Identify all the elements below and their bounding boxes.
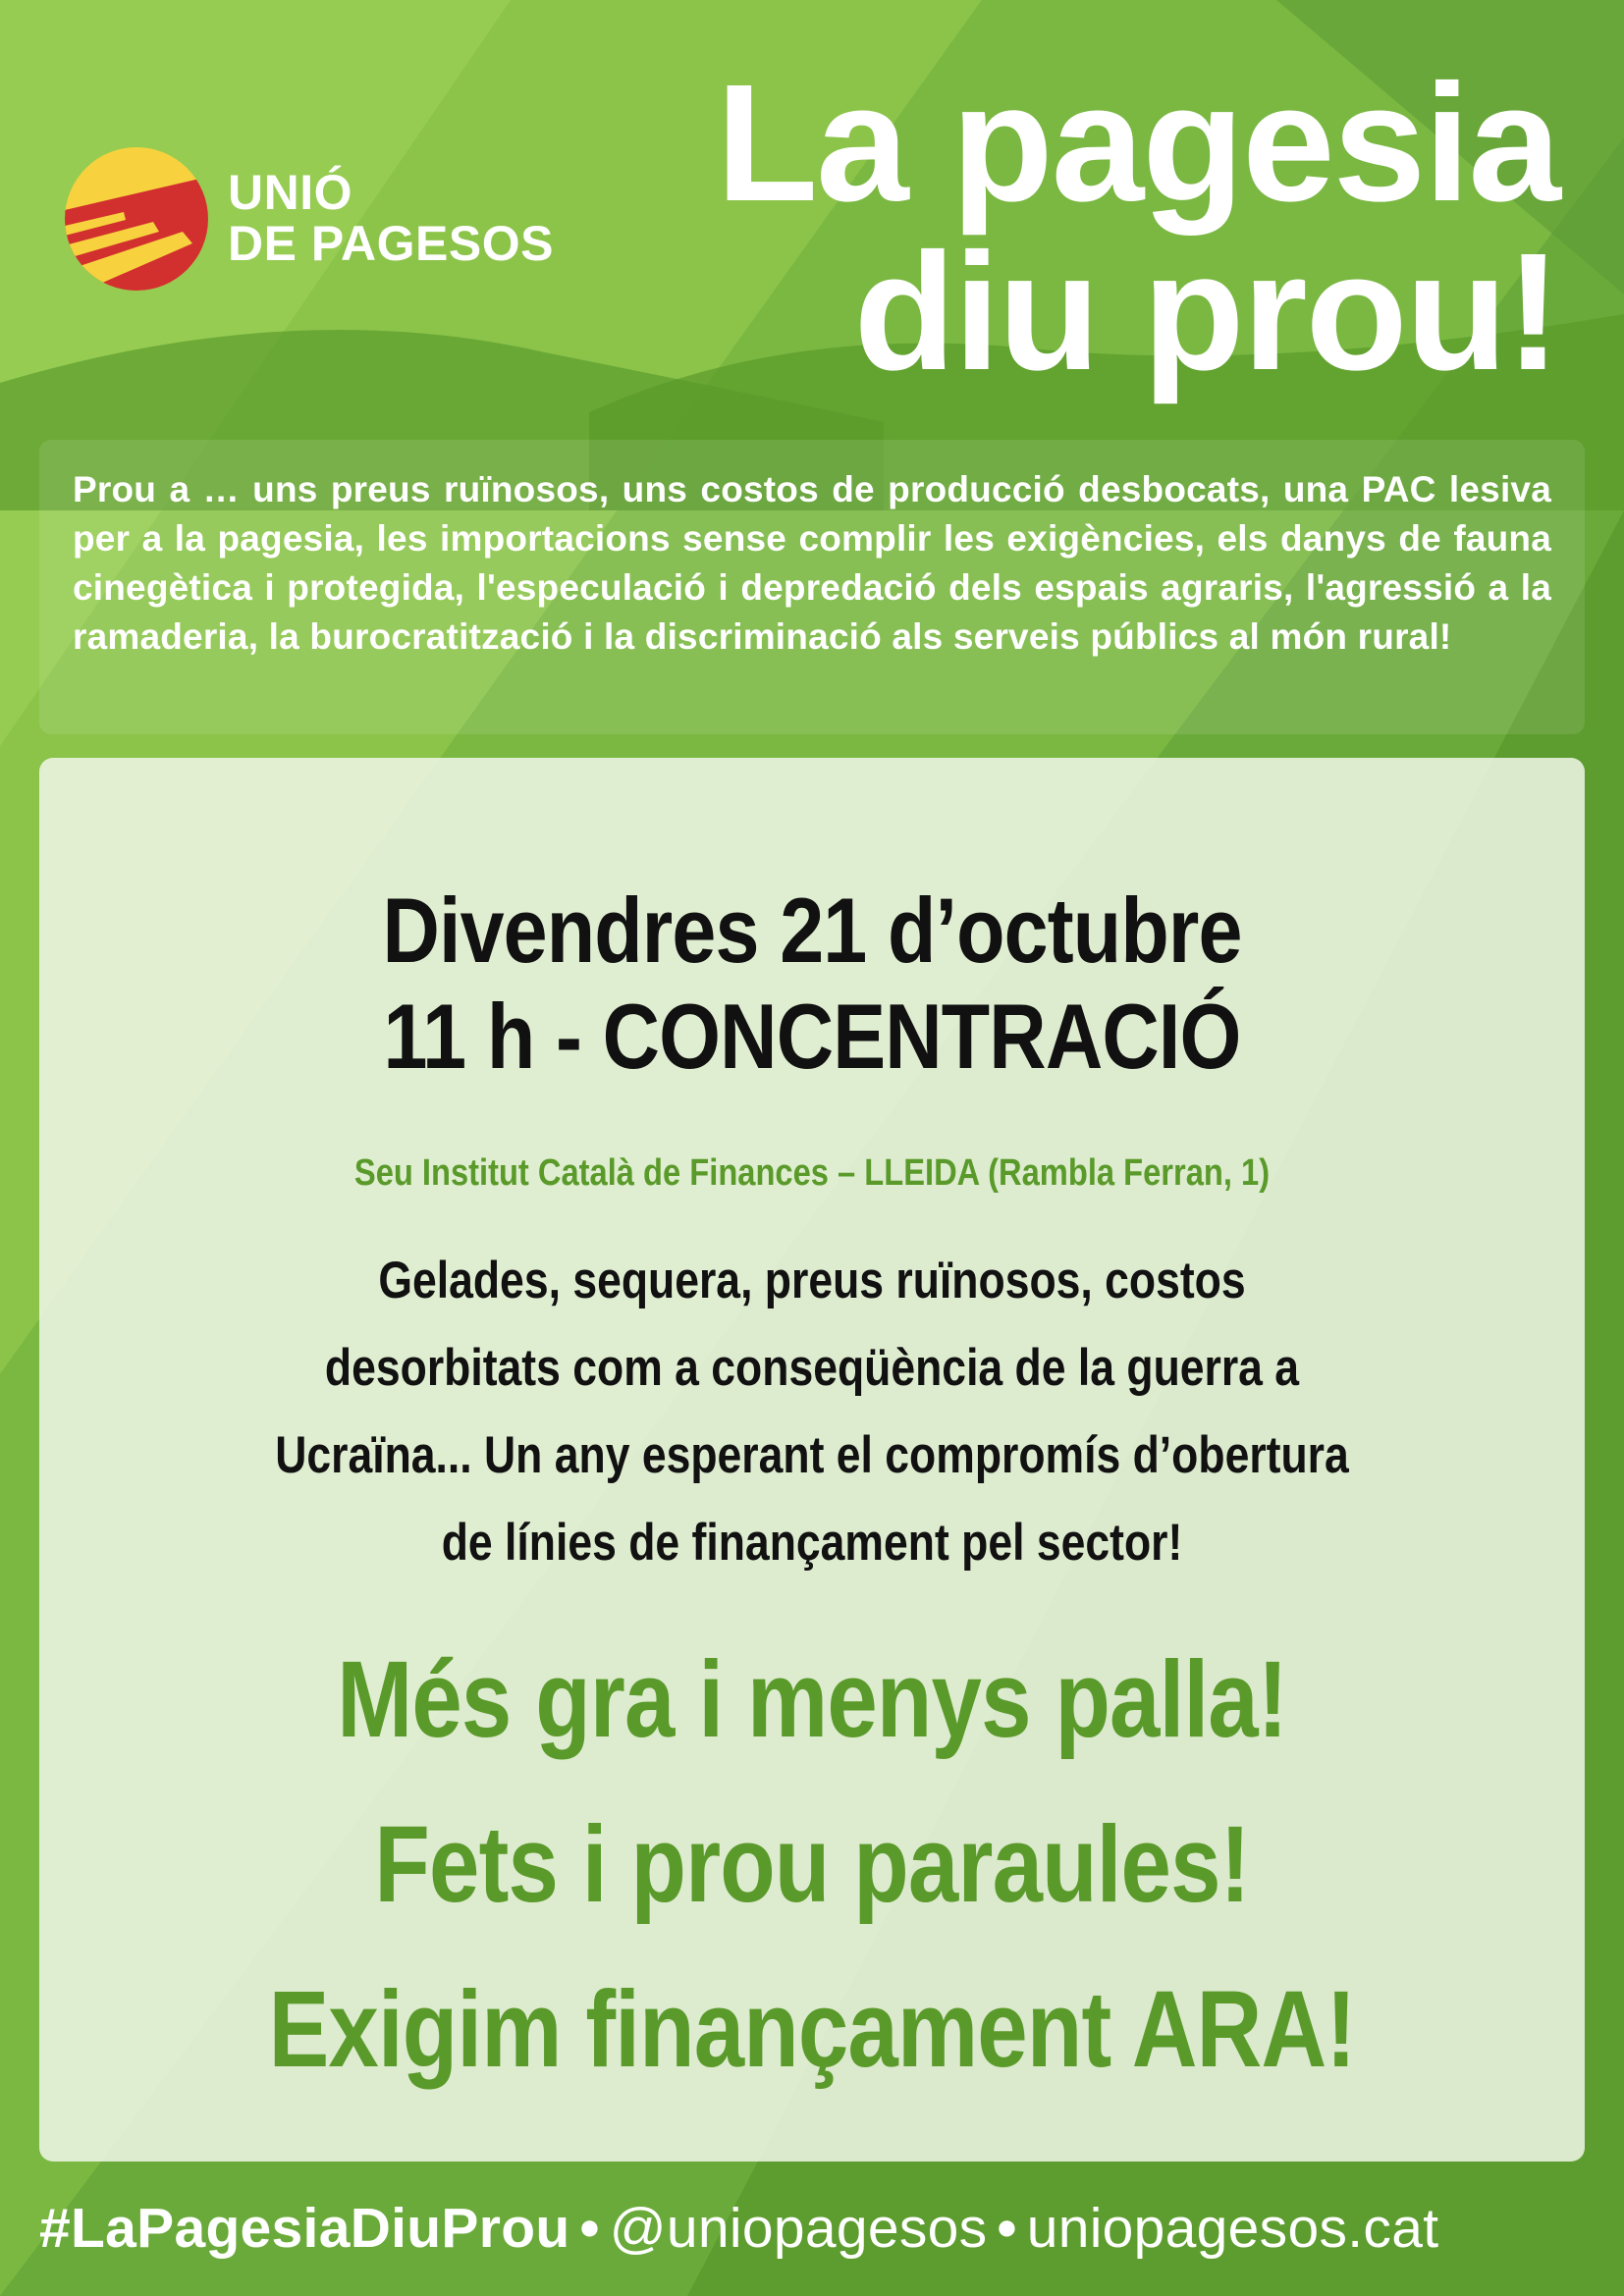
- logo-wordmark: [228, 167, 554, 269]
- footer-handle[interactable]: @uniopagesos: [609, 2197, 988, 2260]
- footer-website[interactable]: uniopagesos.cat: [1026, 2197, 1439, 2260]
- slogan-3: Exigim finançament ARA!: [268, 1969, 1356, 2090]
- slogan-2: Fets i prou paraules!: [374, 1804, 1250, 1925]
- slogan-1: Més gra i menys palla!: [337, 1639, 1287, 1760]
- event-date: Divendres 21 d’octubre: [382, 879, 1242, 982]
- event-time: 11 h - CONCENTRACIÓ: [383, 985, 1241, 1088]
- headline-line-1: La pagesia: [716, 50, 1559, 237]
- footer-separator-2: •: [997, 2197, 1017, 2260]
- event-location: Seu Institut Català de Finances – LLEIDA (Rambla Ferran, 1): [353, 1152, 1271, 1194]
- logo-line-2: DE PAGESOS: [228, 216, 554, 271]
- prou-lead: Prou a …: [73, 469, 240, 509]
- footer-separator-1: •: [579, 2197, 600, 2260]
- unio-de-pagesos-logo-icon: [65, 147, 208, 291]
- footer: [39, 2197, 1591, 2260]
- footer-hashtag[interactable]: #LaPagesiaDiuProu: [39, 2197, 570, 2260]
- prou-box: [39, 440, 1585, 734]
- event-card: [39, 758, 1585, 2162]
- logo-line-1: UNIÓ: [228, 165, 352, 220]
- headline: [716, 50, 1559, 405]
- prou-paragraph: [73, 465, 1551, 662]
- event-description: Gelades, sequera, preus ruïnosos, costos desorbitats com a conseqüència de la guerra a Ucraïna... Un any esperant el compromís d’obertura de línies de finançament pel sector!: [275, 1252, 1349, 1572]
- prou-body: uns preus ruïnosos, uns costos de producció desbocats, una PAC lesiva per a la pagesia, les importacions sense complir les exigències, els danys de fauna cinegètica i protegida, l'especulació i depredació dels espais agraris, l'agressió a la ramaderia, la burocratització i la discriminació als serveis públics al món rural!: [73, 469, 1551, 657]
- headline-line-2: diu prou!: [853, 219, 1559, 405]
